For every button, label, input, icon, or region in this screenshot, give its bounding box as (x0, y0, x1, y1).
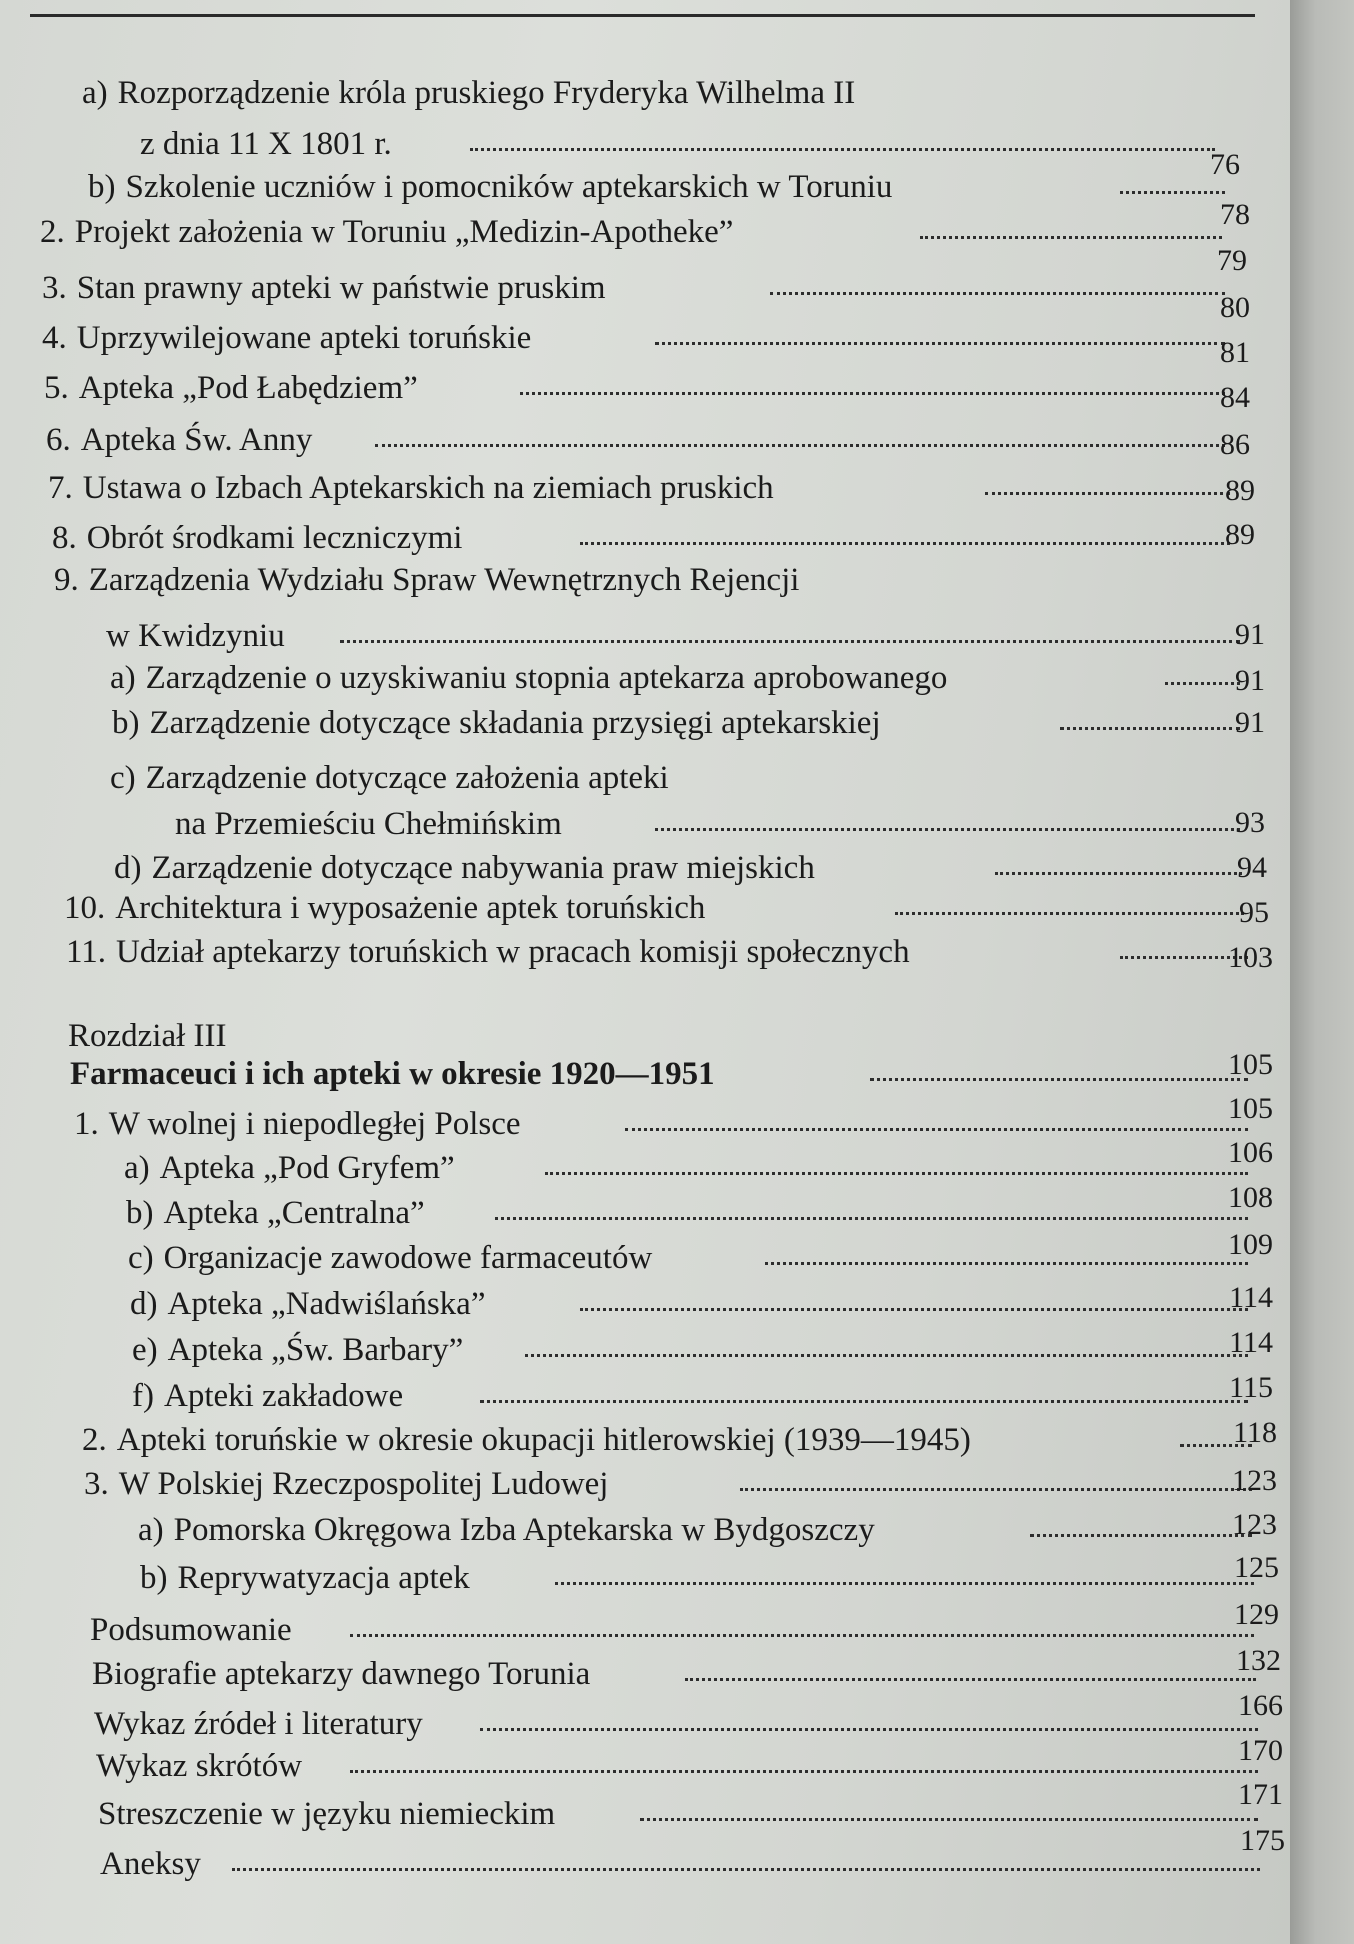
toc-entry-marker: 5. (44, 370, 69, 406)
toc-entry (66, 930, 910, 974)
toc-entry-marker: 4. (42, 320, 67, 356)
toc-page-number: 79 (1217, 244, 1247, 277)
toc-entry-title: Stan prawny apteki w państwie pruskim (76, 270, 606, 306)
toc-page-number: 106 (1228, 1136, 1273, 1169)
toc-page-number: 105 (1228, 1092, 1273, 1125)
toc-entry-marker: 9. (54, 562, 79, 598)
toc-entry-marker: 1. (74, 1106, 99, 1142)
toc-entry (100, 1842, 201, 1886)
top-rule (30, 14, 1255, 17)
toc-page-number: 86 (1220, 428, 1250, 461)
toc-page-number: 114 (1229, 1326, 1273, 1359)
toc-entry (110, 656, 947, 700)
dot-leader (232, 1868, 1260, 1871)
toc-entry (70, 1052, 715, 1096)
toc-page-number: 89 (1225, 518, 1255, 551)
toc-entry-marker: e) (132, 1332, 158, 1368)
toc-entry-marker: 6. (46, 422, 71, 458)
dot-leader (655, 828, 1240, 831)
toc-entry-marker: 10. (64, 890, 106, 926)
toc-page-number: 129 (1234, 1598, 1279, 1631)
toc-entry (92, 1652, 590, 1696)
toc-page-number: 166 (1238, 1689, 1283, 1722)
toc-entry-title: Rozporządzenie króla pruskiego Fryderyka Wilhelma II (117, 75, 856, 111)
toc-page-number: 123 (1232, 1464, 1277, 1497)
dot-leader (480, 1400, 1248, 1403)
toc-page-number: 95 (1239, 896, 1269, 929)
toc-entry (46, 418, 312, 462)
dot-leader (545, 1172, 1248, 1175)
dot-leader (770, 292, 1225, 295)
toc-entry-title: Apteki zakładowe (163, 1378, 404, 1414)
toc-entry-marker: a) (110, 660, 136, 696)
toc-entry (126, 1191, 425, 1235)
toc-entry (124, 1146, 455, 1190)
dot-leader (625, 1128, 1248, 1131)
toc-entry-title: Apteka „Pod Gryfem” (159, 1150, 455, 1186)
toc-entry-title: Apteka Św. Anny (80, 422, 313, 458)
toc-page-number: 125 (1234, 1551, 1279, 1584)
toc-entry (52, 516, 462, 560)
dot-leader (640, 1818, 1258, 1821)
toc-entry (48, 466, 774, 510)
toc-entry-title: Udział aptekarzy toruńskich w pracach komisji społecznych (116, 934, 910, 970)
toc-entry-marker: 2. (82, 1422, 107, 1458)
dot-leader (340, 640, 1240, 643)
toc-entry-title: Wykaz skrótów (96, 1748, 303, 1784)
toc-entry-marker: b) (88, 169, 116, 205)
toc-entry (82, 71, 855, 115)
toc-page-number: 76 (1210, 148, 1240, 181)
toc-page-number: 175 (1240, 1824, 1285, 1857)
toc-entry (42, 266, 606, 310)
toc-page-number: 93 (1235, 806, 1265, 839)
dot-leader (765, 1262, 1248, 1265)
toc-entry-title: Zarządzenie dotyczące nabywania praw miejskich (151, 850, 815, 886)
toc-entry-marker: a) (138, 1512, 164, 1548)
toc-entry (138, 1508, 875, 1552)
toc-entry (114, 846, 815, 890)
dot-leader (920, 236, 1222, 239)
toc-entry (94, 1702, 423, 1746)
dot-leader (470, 148, 1215, 151)
toc-page-number: 80 (1220, 291, 1250, 324)
dot-leader (350, 1634, 1254, 1637)
toc-entry (82, 1418, 971, 1462)
dot-leader (375, 444, 1225, 447)
toc-entry-title: Streszczenie w języku niemieckim (98, 1796, 556, 1832)
toc-entry-title: Ustawa o Izbach Aptekarskich na ziemiach pruskich (82, 470, 774, 506)
dot-leader (555, 1582, 1254, 1585)
dot-leader (870, 1078, 1248, 1081)
toc-entry-marker: 11. (66, 934, 107, 970)
toc-entry-title: Projekt założenia w Toruniu „Medizin-Apotheke” (74, 214, 734, 250)
toc-entry-title: na Przemieściu Chełmińskim (175, 806, 562, 842)
toc-entry-title: Zarządzenie o uzyskiwaniu stopnia aptekarza aprobowanego (145, 660, 948, 696)
toc-entry (64, 886, 705, 930)
toc-entry-marker: d) (130, 1286, 158, 1322)
dot-leader (995, 872, 1242, 875)
toc-entry (132, 1374, 403, 1418)
toc-entry (112, 701, 881, 745)
page-edge-shadow (1290, 0, 1354, 1944)
dot-leader (495, 1217, 1248, 1220)
toc-page-number: 132 (1236, 1644, 1281, 1677)
toc-entry (140, 122, 392, 166)
toc-entry-title: Aneksy (100, 1846, 201, 1882)
toc-page-number: 103 (1228, 941, 1273, 974)
toc-entry-marker: b) (112, 705, 140, 741)
toc-page-number: 170 (1238, 1734, 1283, 1767)
dot-leader (685, 1678, 1256, 1681)
toc-entry-title: W Polskiej Rzeczpospolitej Ludowej (118, 1466, 609, 1502)
toc-page-number: 78 (1220, 198, 1250, 231)
toc-page-number: 89 (1225, 474, 1255, 507)
toc-entry-title: Podsumowanie (90, 1612, 292, 1648)
toc-page-number: 91 (1235, 618, 1265, 651)
toc-entry (88, 165, 892, 209)
toc-page-number: 114 (1229, 1281, 1273, 1314)
toc-entry-title: Zarządzenia Wydziału Spraw Wewnętrznych Rejencji (88, 562, 800, 598)
toc-entry-title: Apteka „Centralna” (163, 1195, 425, 1231)
toc-entry-title: Organizacje zawodowe farmaceutów (163, 1240, 653, 1276)
dot-leader (895, 912, 1244, 915)
toc-entry-marker: c) (110, 760, 136, 796)
toc-entry-marker: b) (126, 1195, 154, 1231)
toc-entry (96, 1744, 302, 1788)
dot-leader (655, 342, 1225, 345)
toc-entry-title: Rozdział III (68, 1018, 227, 1054)
toc-entry (128, 1236, 652, 1280)
toc-entry-title: Wykaz źródeł i literatury (94, 1706, 423, 1742)
toc-entry (106, 614, 285, 658)
toc-page-number: 91 (1235, 706, 1265, 739)
toc-entry-title: Apteka „Pod Łabędziem” (78, 370, 418, 406)
toc-entry-title: Biografie aptekarzy dawnego Torunia (92, 1656, 591, 1692)
toc-entry (44, 366, 418, 410)
toc-page-number: 171 (1238, 1778, 1283, 1811)
toc-entry-marker: 2. (40, 214, 65, 250)
toc-page-number: 105 (1228, 1048, 1273, 1081)
toc-entry (90, 1608, 292, 1652)
toc-page-number: 115 (1229, 1371, 1273, 1404)
toc-entry-marker: f) (132, 1378, 154, 1414)
toc-entry (110, 756, 669, 800)
toc-page-number: 123 (1232, 1508, 1277, 1541)
toc-page-number: 84 (1220, 381, 1250, 414)
dot-leader (580, 542, 1230, 545)
toc-entry (132, 1328, 463, 1372)
toc-entry-title: W wolnej i niepodległej Polsce (108, 1106, 521, 1142)
toc-entry (42, 316, 531, 360)
toc-entry-title: Apteka „Św. Barbary” (167, 1332, 464, 1368)
toc-entry (74, 1102, 521, 1146)
toc-entry (175, 802, 562, 846)
toc-entry (130, 1282, 485, 1326)
toc-entry-title: w Kwidzyniu (106, 618, 285, 654)
toc-entry-marker: a) (124, 1150, 150, 1186)
toc-entry-title: Szkolenie uczniów i pomocników aptekarskich w Toruniu (125, 169, 893, 205)
toc-page-number: 108 (1228, 1181, 1273, 1214)
toc-page-number: 91 (1235, 664, 1265, 697)
toc-entry-title: Pomorska Okręgowa Izba Aptekarska w Bydgoszczy (173, 1512, 875, 1548)
dot-leader (350, 1770, 1258, 1773)
toc-entry-title: Zarządzenie dotyczące składania przysięgi aptekarskiej (149, 705, 881, 741)
toc-entry-title: Reprywatyzacja aptek (177, 1560, 470, 1596)
toc-entry-title: Architektura i wyposażenie aptek toruńskich (115, 890, 706, 926)
toc-entry (98, 1792, 555, 1836)
toc-entry-marker: d) (114, 850, 142, 886)
toc-entry-marker: a) (82, 75, 108, 111)
toc-entry-marker: 7. (48, 470, 73, 506)
toc-entry-title: Uprzywilejowane apteki toruńskie (76, 320, 532, 356)
toc-entry-title: Zarządzenie dotyczące założenia apteki (145, 760, 669, 796)
dot-leader (580, 1308, 1248, 1311)
toc-entry-marker: 8. (52, 520, 77, 556)
toc-entry (84, 1462, 608, 1506)
toc-entry-marker: 3. (84, 1466, 109, 1502)
toc-entry-marker: c) (128, 1240, 154, 1276)
toc-entry-title: Apteka „Nadwiślańska” (167, 1286, 486, 1322)
toc-page-number: 94 (1237, 851, 1267, 884)
toc-entry-marker: b) (140, 1560, 168, 1596)
dot-leader (480, 1728, 1258, 1731)
dot-leader (1120, 191, 1225, 194)
dot-leader (740, 1488, 1252, 1491)
toc-entry-title: Obrót środkami leczniczymi (86, 520, 463, 556)
toc-page-number: 81 (1220, 336, 1250, 369)
toc-entry (140, 1556, 470, 1600)
dot-leader (525, 1354, 1248, 1357)
toc-entry-title: Apteki toruńskie w okresie okupacji hitlerowskiej (1939—1945) (116, 1422, 971, 1458)
dot-leader (985, 492, 1230, 495)
toc-entry (54, 558, 799, 602)
toc-page-number: 118 (1233, 1416, 1277, 1449)
toc-entry-title: Farmaceuci i ich apteki w okresie 1920—1951 (70, 1056, 715, 1092)
dot-leader (520, 392, 1225, 395)
toc-entry-title: z dnia 11 X 1801 r. (140, 126, 392, 162)
toc-entry (40, 210, 733, 254)
toc-entry-marker: 3. (42, 270, 67, 306)
toc-page-number: 109 (1228, 1228, 1273, 1261)
